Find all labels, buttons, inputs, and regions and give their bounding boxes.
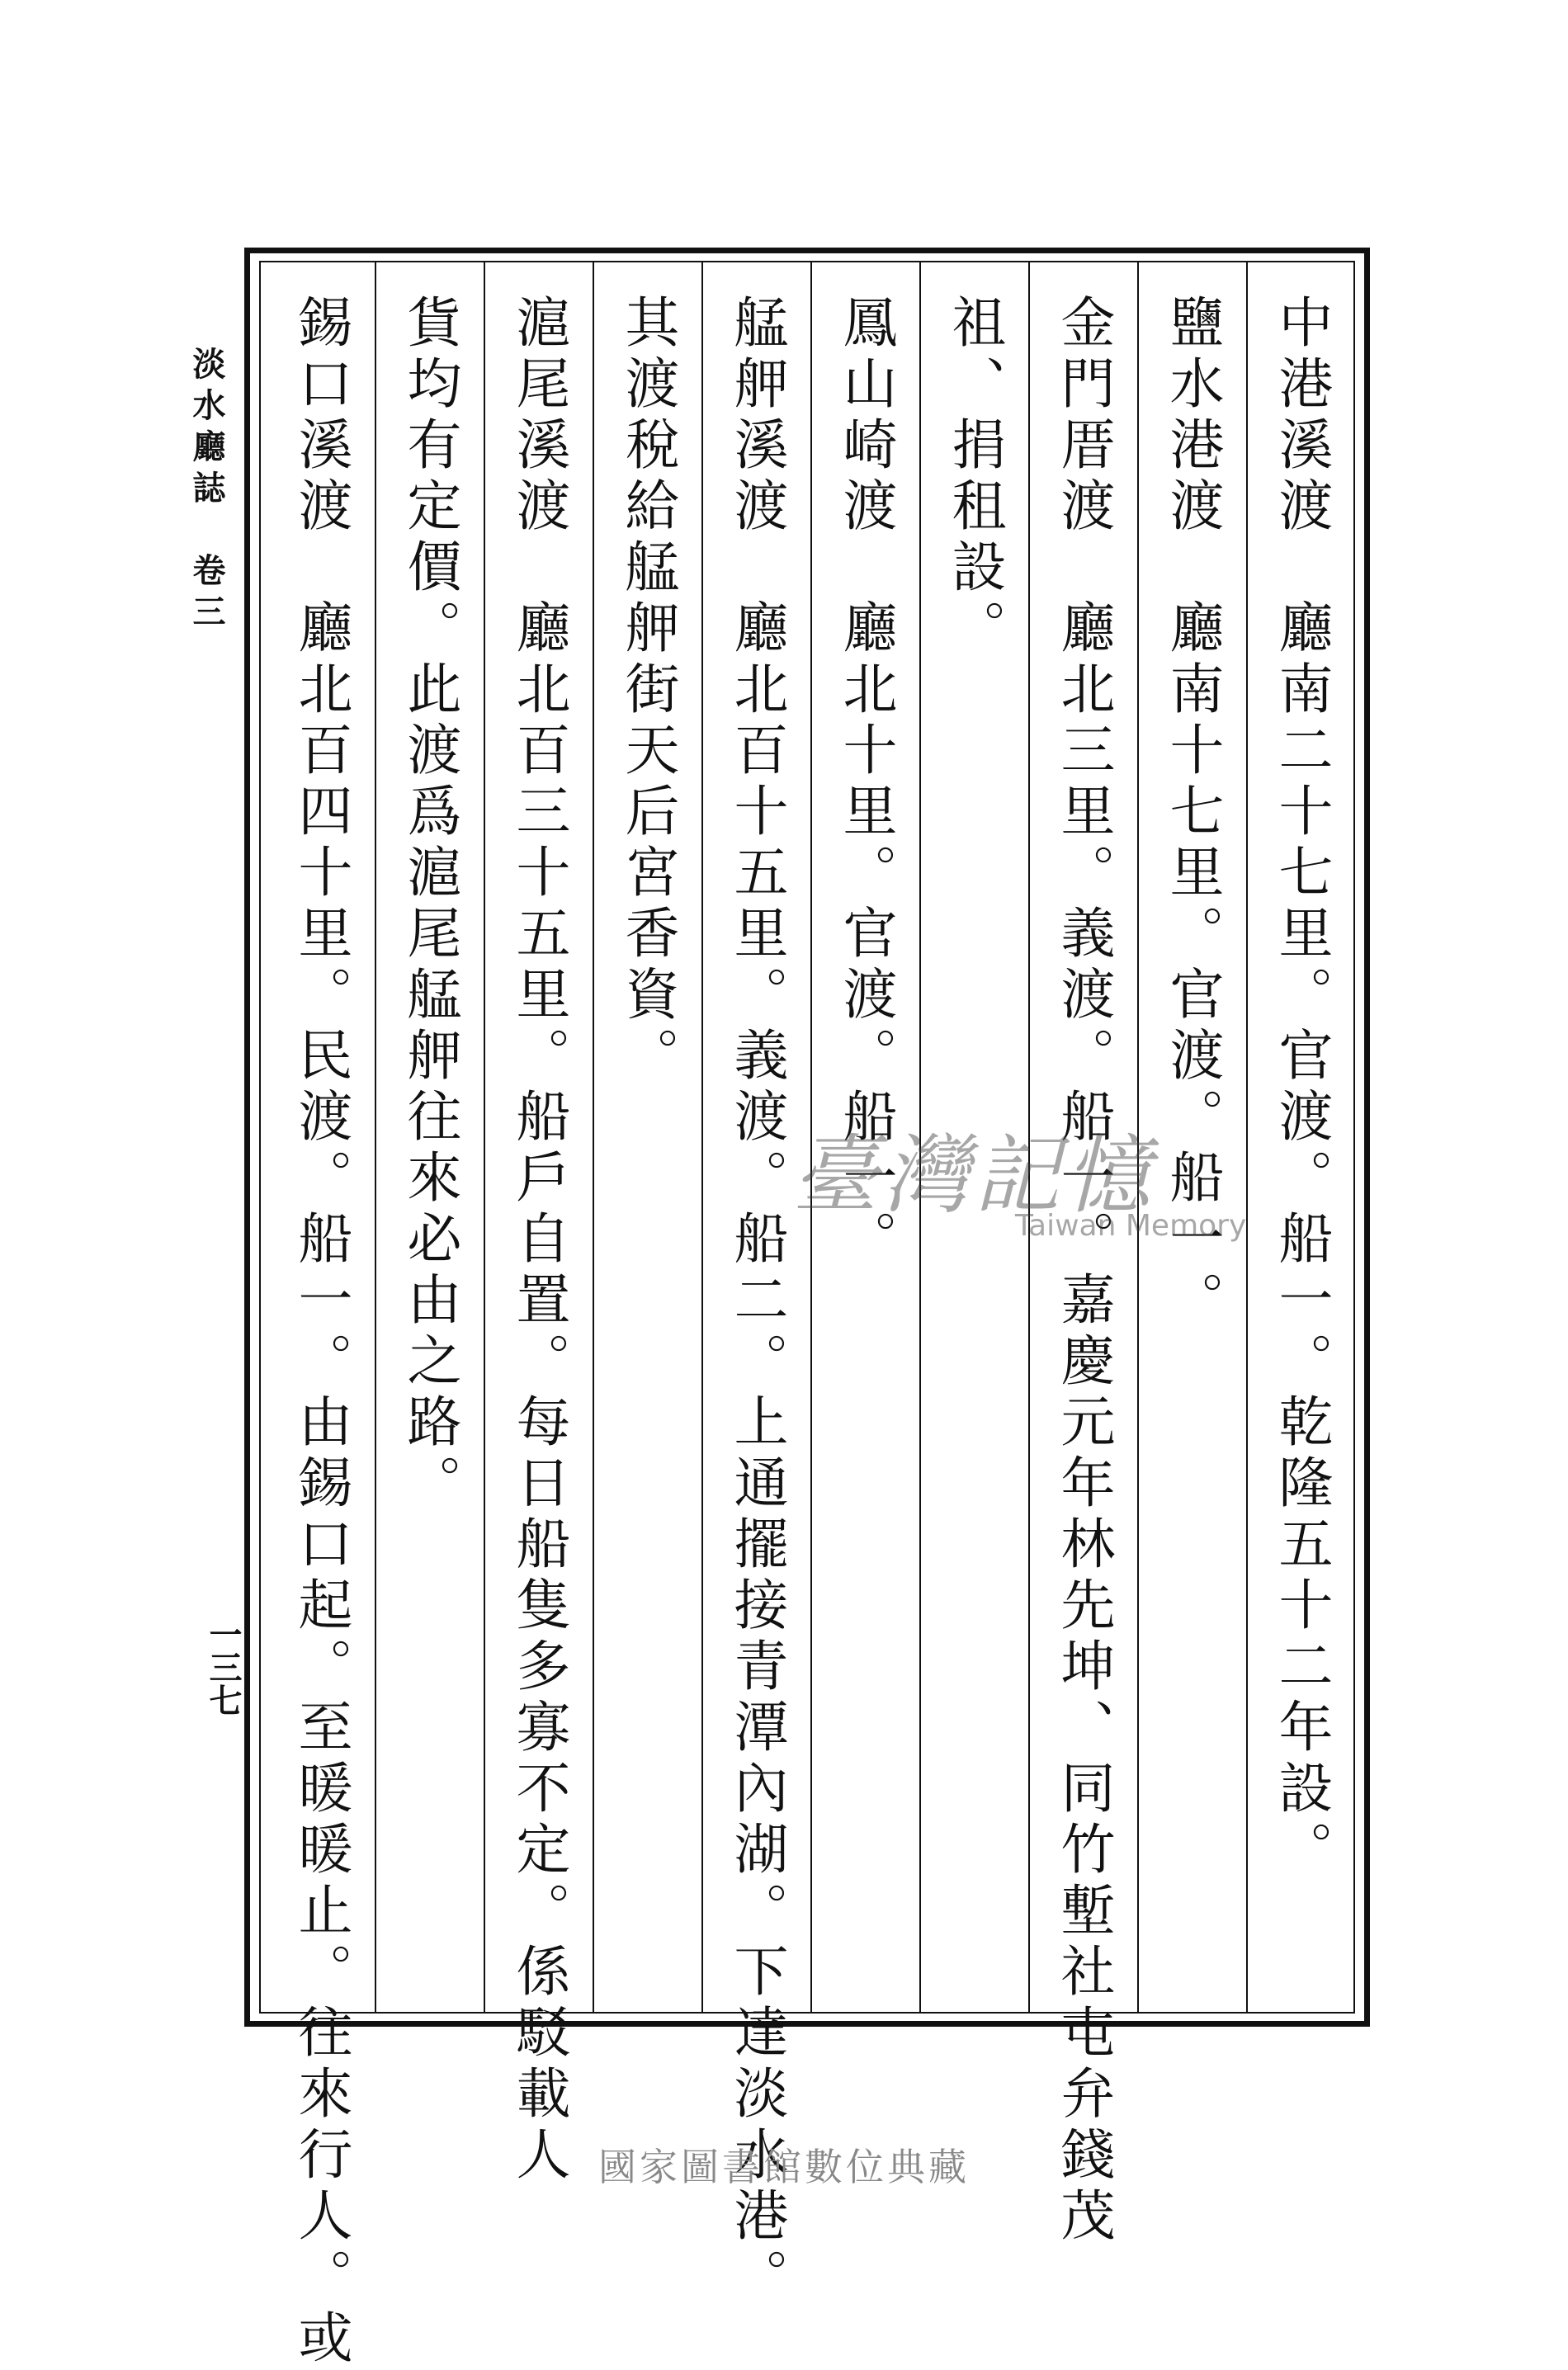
watermark-chinese: 臺灣記憶: [792, 1125, 1156, 1225]
watermark: [792, 1106, 1254, 1254]
column-text: 金門厝渡 廳北三里。義渡。船一。嘉慶元年林先坤、同竹塹社屯弁錢茂: [1051, 294, 1115, 2248]
text-column-8: [484, 261, 593, 2187]
column-text: 滬尾溪渡 廳北百三十五里。船戶自置。每日船隻多寡不定。係駁載人: [507, 294, 570, 2187]
text-column-7: [593, 261, 701, 2014]
column-text: 鹽水港渡 廳南十七里。官渡。船一。: [1160, 294, 1224, 1332]
text-column-9: [375, 261, 484, 2014]
column-text: 貨均有定價。此渡爲滬尾艋舺往來必由之路。: [398, 294, 461, 1515]
column-text: 錫口溪渡 廳北百四十里。民渡。船一。由錫口起。至暖暖止。往來行人。或: [289, 294, 352, 2370]
column-text: 鳳山崎渡 廳北十里。官渡。船一。: [834, 294, 897, 1271]
column-text: 祖、捐租設。: [942, 294, 1006, 660]
text-column-1: [1246, 261, 1355, 2014]
watermark-english: Taiwan Memory: [1015, 1209, 1247, 1243]
text-column-10: [266, 261, 375, 2370]
column-text: 艋舺溪渡 廳北百十五里。義渡。船二。上通擺接青潭內湖。下達淡水港。: [725, 294, 788, 2309]
column-text: 中港溪渡 廳南二十七里。官渡。船一。乾隆五十二年設。: [1269, 294, 1333, 1881]
page-number: 一三七: [204, 1617, 243, 1716]
footer-attribution: 國家圖書館數位典藏: [598, 2145, 970, 2189]
column-text: 其渡稅給艋舺街天后宮香資。: [616, 294, 679, 1088]
margin-title: 淡水廳誌 卷三: [187, 347, 226, 635]
